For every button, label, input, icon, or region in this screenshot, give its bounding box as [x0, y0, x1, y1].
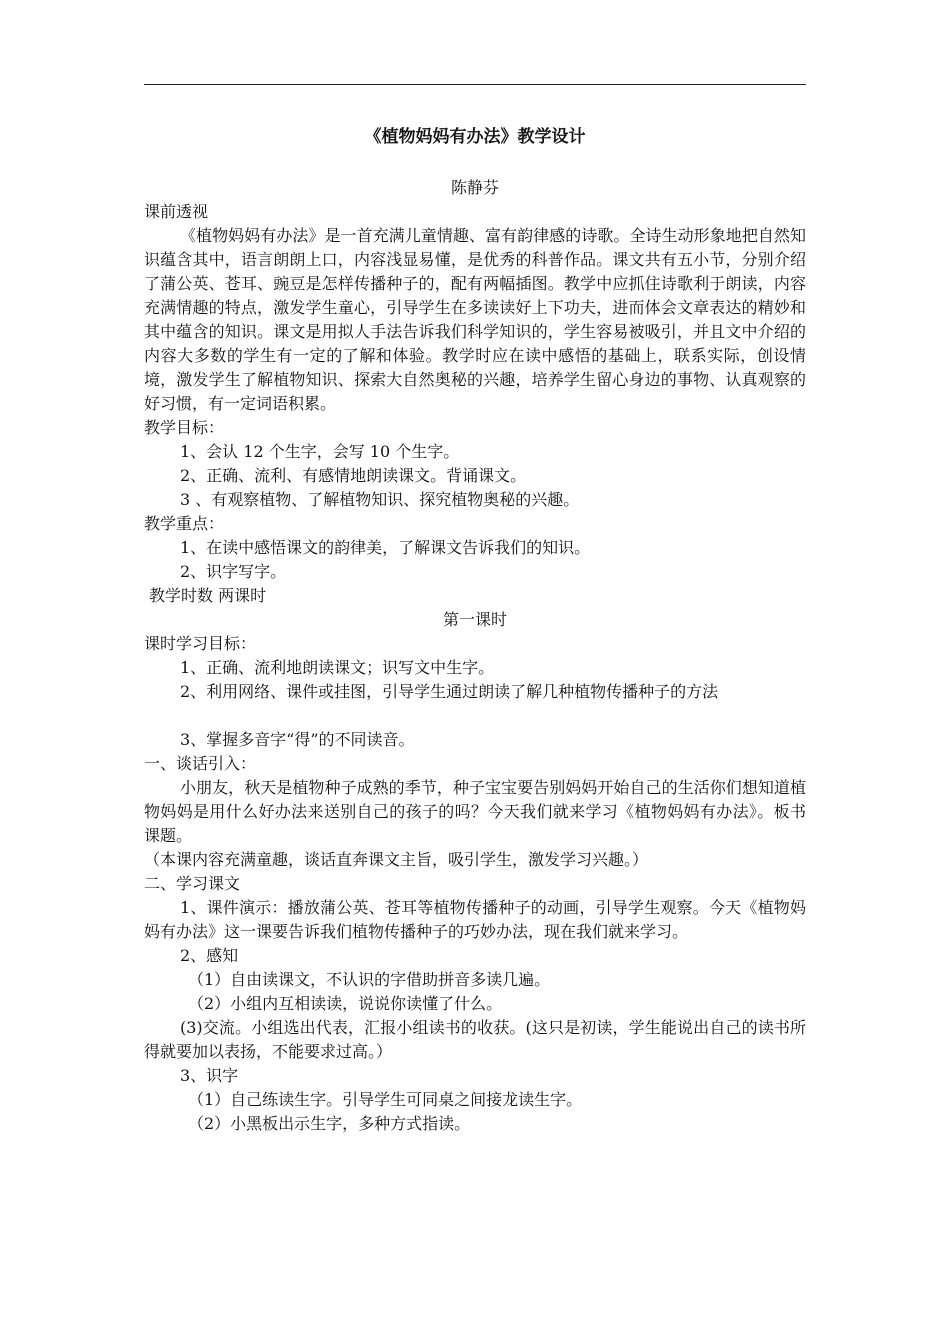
- goal-item: 2、正确、流利、有感情地朗读课文。背诵课文。: [180, 466, 527, 485]
- goals-heading: 教学目标：: [144, 418, 225, 437]
- focus-item: 1、在读中感悟课文的韵律美，了解课文告诉我们的知识。: [180, 538, 591, 557]
- lesson-goal-item: 1、正确、流利地朗读课文；识写文中生字。: [180, 658, 495, 677]
- lesson-goal-item: 3、掌握多音字“得”的不同读音。: [180, 730, 415, 749]
- lesson-title: 第一课时: [442, 610, 507, 629]
- lesson-goal-item: 2、利用网络、课件或挂图，引导学生通过朗读了解几种植物传播种子的方法: [180, 682, 719, 701]
- section1-heading: 一、谈话引入：: [144, 754, 257, 773]
- literacy-item: （1）自己练读生字。引导学生可同桌之间接龙读生字。: [188, 1090, 583, 1109]
- preview-paragraph: 《植物妈妈有办法》是一首充满儿童情趣、富有韵律感的诗歌。全诗生动形象地把自然知识蕴含其中，语言朗朗上口，内容浅显易懂，是优秀的科普作品。课文共有五小节，分别介绍了蒲公英、苍耳、豌豆是怎样传播种子的，配有两幅插图。教学中应抓住诗歌利于朗读，内容充满情趣的特点，激发学生童心，引导学生在多读读好上下功夫，进而体会文章表达的精妙和其中蕴含的知识。课文是用拟人手法告诉我们科学知识的，学生容易被吸引，并且文中介绍的内容大多数的学生有一定的了解和体验。教学时应在读中感悟的基础上，联系实际，创设情境，激发学生了解植物知识、探索大自然奥秘的兴趣，培养学生留心身边的事物、认真观察的好习惯，有一定词语积累。: [144, 226, 806, 413]
- blank-line: [144, 704, 806, 728]
- focus-item: 2、识字写字。: [180, 562, 287, 581]
- goal-item: 1、会认 12 个生字，会写 10 个生字。: [180, 442, 460, 461]
- perceive-heading: 2、感知: [180, 946, 239, 965]
- teaching-hours: 教学时数 两课时: [149, 586, 267, 605]
- lesson-goals-heading: 课时学习目标：: [144, 634, 257, 653]
- literacy-heading: 3、识字: [180, 1066, 239, 1085]
- preview-heading: 课前透视: [144, 202, 209, 221]
- author-name: 陈静芬: [450, 178, 499, 197]
- document-body: [144, 124, 806, 1136]
- perceive-item: （2）小组内互相读读，说说你读懂了什么。: [188, 994, 503, 1013]
- perceive-item: （1）自由读课文，不认识的字借助拼音多读几遍。: [188, 970, 551, 989]
- perceive-exchange: (3)交流。小组选出代表，汇报小组读书的收获。(这只是初读，学生能说出自己的读书所得就要加以表扬，不能要求过高。）: [144, 1018, 806, 1061]
- section2-paragraph: 1、课件演示：播放蒲公英、苍耳等植物传播种子的动画，引导学生观察。今天《植物妈妈有办法》这一课要告诉我们植物传播种子的巧妙办法，现在我们就来学习。: [144, 898, 806, 941]
- focus-heading: 教学重点：: [144, 514, 225, 533]
- document-title: 《植物妈妈有办法》教学设计: [364, 127, 586, 147]
- header-rule: [144, 84, 806, 85]
- goal-item: 3 、有观察植物、了解植物知识、探究植物奥秘的兴趣。: [180, 490, 580, 509]
- section1-note: （本课内容充满童趣，谈话直奔课文主旨，吸引学生，激发学习兴趣。）: [144, 850, 649, 869]
- section2-heading: 二、学习课文: [144, 874, 241, 893]
- literacy-item: （2）小黑板出示生字，多种方式指读。: [188, 1114, 471, 1133]
- section1-paragraph: 小朋友，秋天是植物种子成熟的季节，种子宝宝要告别妈妈开始自己的生活你们想知道植物妈妈是用什么好办法来送别自己的孩子的吗？今天我们就来学习《植物妈妈有办法》。板书课题。: [144, 778, 806, 845]
